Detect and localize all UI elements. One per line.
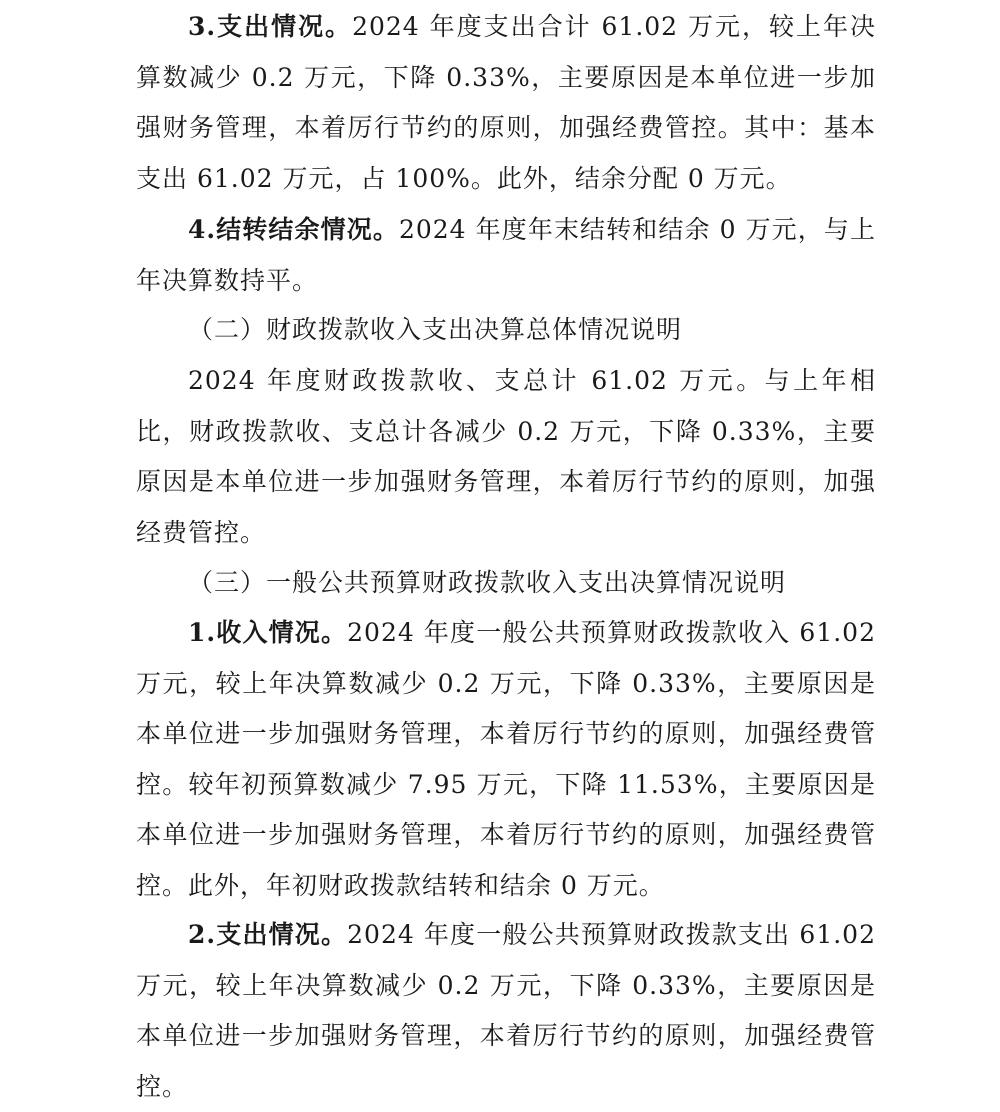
paragraph-text: 2024 年度支出合计 61.02 万元，较上年决算数减少 0.2 万元，下降 0.33%，主要原因是本单位进一步加强财务管理，本着厉行节约的原则，加强经费管控。其中：基本支出 61.02 万元，占 100%。此外，结余分配 0 万元。 bbox=[136, 12, 876, 193]
paragraph-expenditure-overview bbox=[136, 2, 876, 204]
paragraph-lead: 2.支出情况。 bbox=[188, 920, 348, 949]
paragraph-text: 2024 年度年末结转和结余 0 万元，与上年决算数持平。 bbox=[136, 215, 877, 295]
paragraph-fiscal-appropriation-overview: 2024 年度财政拨款收、支总计 61.02 万元。与上年相比，财政拨款收、支总计各减少 0.2 万元，下降 0.33%，主要原因是本单位进一步加强财务管理，本着厉行节约的原则，加强经费管控。 bbox=[136, 366, 876, 547]
paragraph-carryover-balance bbox=[136, 205, 876, 306]
paragraph-lead: 1.收入情况。 bbox=[188, 618, 348, 647]
section-heading-general-public-budget: （三）一般公共预算财政拨款收入支出决算情况说明 bbox=[188, 568, 787, 597]
paragraph-text: 2024 年度一般公共预算财政拨款收入 61.02 万元，较上年决算数减少 0.2 万元，下降 0.33%，主要原因是本单位进一步加强财务管理，本着厉行节约的原则，加强经费管控。较年初预算数减少 7.95 万元，下降 11.53%，主要原因是本单位进一步加强财务管理，本着厉行节约的原则，加强经费管控。此外，年初财政拨款结转和结余 0 万元。 bbox=[136, 618, 876, 900]
paragraph-lead: 4.结转结余情况。 bbox=[188, 215, 399, 244]
paragraph-text: 2024 年度一般公共预算财政拨款支出 61.02 万元，较上年决算数减少 0.2 万元，下降 0.33%，主要原因是本单位进一步加强财务管理，本着厉行节约的原则，加强经费管控。 bbox=[136, 920, 876, 1101]
paragraph-general-budget-income bbox=[136, 608, 876, 911]
section-heading-fiscal-appropriation-overview: （二）财政拨款收入支出决算总体情况说明 bbox=[188, 315, 683, 344]
paragraph-general-budget-expenditure bbox=[136, 910, 876, 1112]
paragraph-lead: 3.支出情况。 bbox=[188, 12, 353, 41]
